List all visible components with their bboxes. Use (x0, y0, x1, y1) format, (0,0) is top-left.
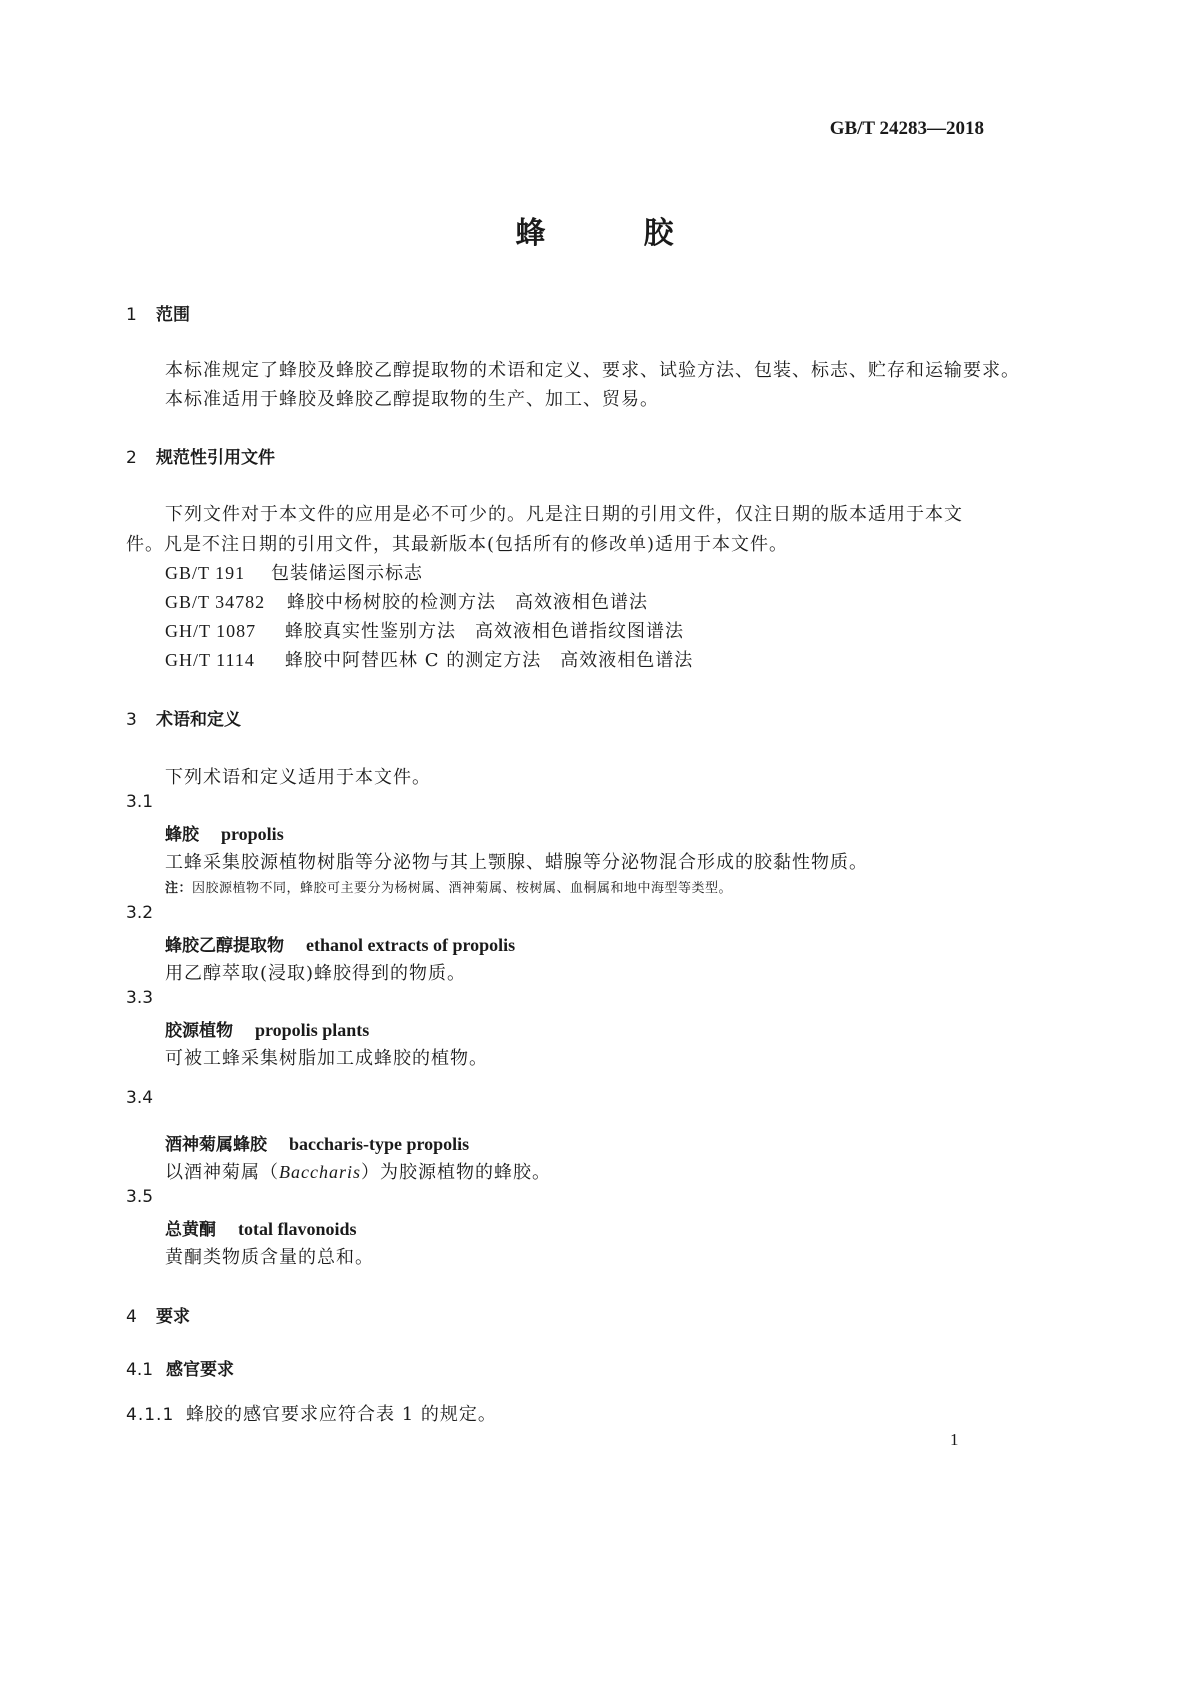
reference-item: GH/T 1114 蜂胶中阿替匹林 C 的测定方法 高效液相色谱法 (165, 650, 694, 671)
section-2-heading: 2 规范性引用文件 (126, 448, 275, 468)
term-definition: 工蜂采集胶源植物树脂等分泌物与其上颚腺、蜡腺等分泌物混合形成的胶黏性物质。 (165, 852, 868, 873)
term-title: 蜂胶乙醇提取物 ethanol extracts of propolis (165, 935, 516, 956)
term-number: 3.2 (126, 903, 154, 923)
reference-item: GB/T 34782 蜂胶中杨树胶的检测方法 高效液相色谱法 (165, 592, 648, 613)
clause-4-1-1: 4.1.1 蜂胶的感官要求应符合表 1 的规定。 (126, 1404, 497, 1425)
section-1-heading: 1 范围 (126, 305, 190, 325)
term-number: 3.3 (126, 988, 154, 1008)
term-title: 酒神菊属蜂胶 baccharis-type propolis (165, 1134, 470, 1155)
page-title: 蜂 胶 (515, 216, 676, 251)
term-title: 总黄酮 total flavonoids (165, 1219, 357, 1240)
section-2-para-line-2: 件。凡是不注日期的引用文件，其最新版本(包括所有的修改单)适用于本文件。 (126, 534, 789, 555)
term-definition: 用乙醇萃取(浸取)蜂胶得到的物质。 (165, 963, 467, 984)
section-3-heading: 3 术语和定义 (126, 710, 241, 730)
section-3-intro: 下列术语和定义适用于本文件。 (165, 767, 431, 788)
section-4-heading: 4 要求 (126, 1307, 190, 1327)
term-note: 注：因胶源植物不同，蜂胶可主要分为杨树属、酒神菊属、桉树属、血桐属和地中海型等类型。 (165, 881, 733, 896)
term-number: 3.4 (126, 1088, 154, 1108)
page-number: 1 (950, 1430, 959, 1449)
reference-item: GH/T 1087 蜂胶真实性鉴别方法 高效液相色谱指纹图谱法 (165, 621, 684, 642)
subsection-4-1-heading: 4.1 感官要求 (126, 1360, 234, 1380)
term-title: 蜂胶 propolis (165, 824, 284, 845)
reference-item: GB/T 191 包装储运图示标志 (165, 563, 423, 584)
standard-code: GB/T 24283—2018 (829, 118, 984, 139)
section-2-para-line-1: 下列文件对于本文件的应用是必不可少的。凡是注日期的引用文件，仅注日期的版本适用于本文 (165, 504, 963, 525)
term-definition: 可被工蜂采集树脂加工成蜂胶的植物。 (165, 1048, 488, 1069)
term-title: 胶源植物 propolis plants (165, 1020, 370, 1041)
term-number: 3.1 (126, 792, 154, 812)
term-definition: 黄酮类物质含量的总和。 (165, 1247, 374, 1268)
term-definition: 以酒神菊属（Baccharis）为胶源植物的蜂胶。 (165, 1162, 551, 1183)
section-1-para-2: 本标准适用于蜂胶及蜂胶乙醇提取物的生产、加工、贸易。 (165, 389, 659, 410)
term-number: 3.5 (126, 1187, 154, 1207)
section-1-para-1: 本标准规定了蜂胶及蜂胶乙醇提取物的术语和定义、要求、试验方法、包装、标志、贮存和运输要求。 (165, 360, 1020, 381)
